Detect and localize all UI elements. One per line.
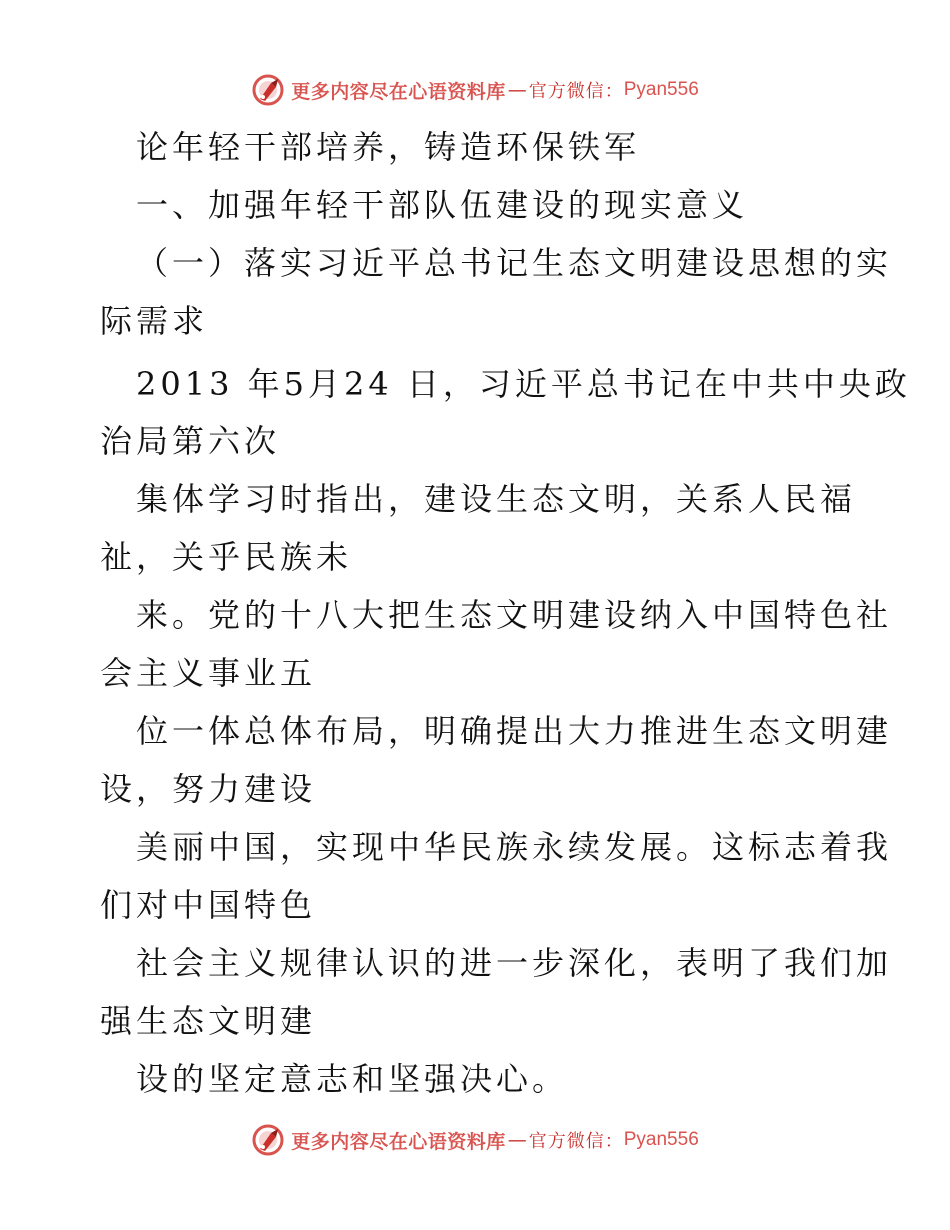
document-title: 论年轻干部培养，铸造环保铁军 (136, 128, 641, 166)
watermark-separator: — (507, 1129, 527, 1151)
footer-watermark (0, 1120, 950, 1160)
section-heading: 一、加强年轻干部队伍建设的现实意义 (136, 186, 749, 224)
paragraph-line: 治局第六次 (100, 422, 281, 460)
watermark-account: Pyan556 (623, 1129, 699, 1150)
watermark-main-text: 更多内容尽在心语资料库 (291, 80, 506, 103)
paragraph-line: 设的坚定意志和坚强决心。 (136, 1060, 569, 1098)
watermark-label: 官方微信： (528, 81, 624, 102)
subsection-heading: （一）落实习近平总书记生态文明建设思想的实 (136, 244, 893, 282)
paragraph-line: 位一体总体布局，明确提出大力推进生态文明建 (136, 712, 893, 750)
paragraph-line: 祉，关乎民族未 (100, 538, 353, 576)
paragraph-line: 集体学习时指出，建设生态文明，关系人民福 (136, 480, 857, 518)
pen-nib-logo-icon (251, 1123, 285, 1157)
paragraph-line: 社会主义规律认识的进一步深化，表明了我们加 (136, 944, 893, 982)
header-watermark (0, 70, 950, 110)
paragraph-line: 2013 年5月24 日，习近平总书记在中共中央政 (136, 365, 911, 403)
watermark-main-text: 更多内容尽在心语资料库 (291, 1130, 506, 1153)
paragraph-line: 会主义事业五 (100, 654, 317, 692)
watermark-separator: — (507, 79, 527, 101)
paragraph-line: 设，努力建设 (100, 770, 317, 808)
subsection-heading-continued: 际需求 (100, 302, 209, 340)
paragraph-line: 来。党的十八大把生态文明建设纳入中国特色社 (136, 596, 893, 634)
paragraph-line: 们对中国特色 (100, 886, 317, 924)
pen-nib-logo-icon (251, 73, 285, 107)
watermark-label: 官方微信： (528, 1131, 624, 1152)
paragraph-line: 强生态文明建 (100, 1002, 317, 1040)
paragraph-line: 美丽中国，实现中华民族永续发展。这标志着我 (136, 828, 893, 866)
watermark-account: Pyan556 (623, 79, 699, 100)
